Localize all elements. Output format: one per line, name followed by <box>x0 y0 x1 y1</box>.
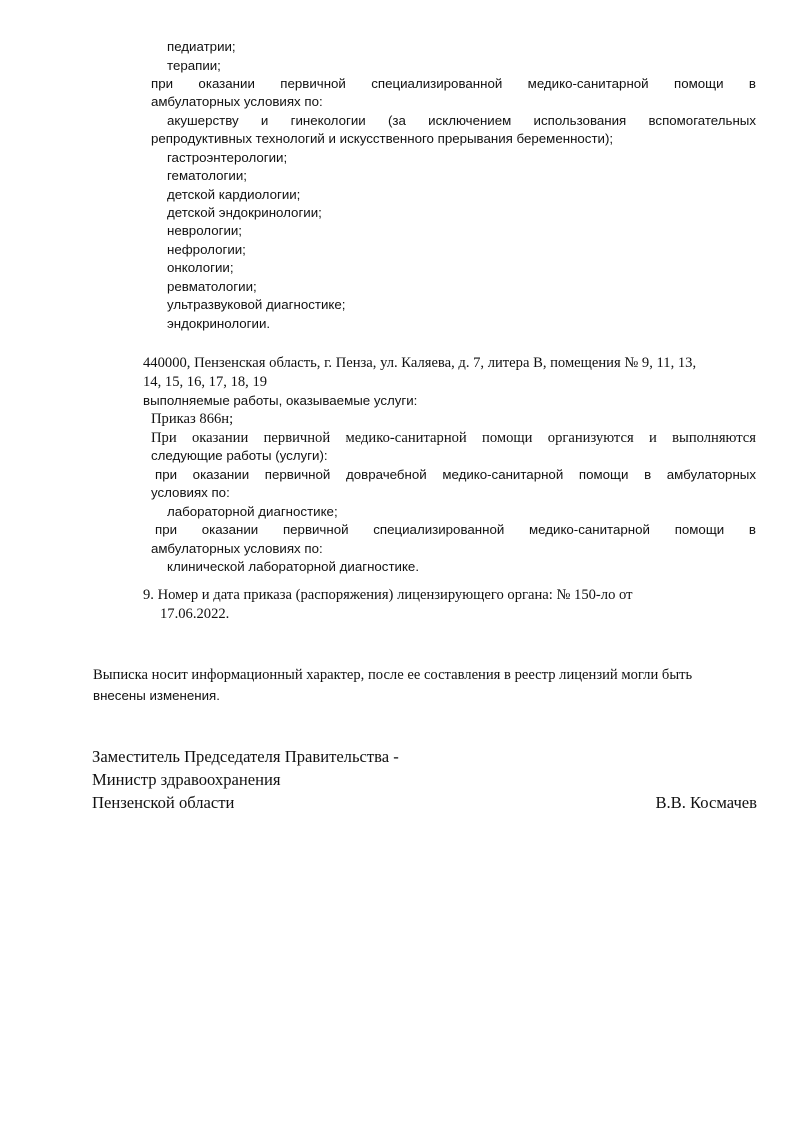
primary-care-line1: При оказании первичной медико-санитарной помощи организуются и выполняются <box>151 430 756 446</box>
specialized-line2: амбулаторных условиях по: <box>151 541 323 556</box>
signatory-position-line3: Пензенской области <box>92 793 235 812</box>
list-item-gastroenterology: гастроэнтерологии; <box>167 150 288 165</box>
obstetrics-line1: акушерству и гинекологии (за исключением использования вспомогательных <box>167 113 756 128</box>
order-number: Приказ 866н; <box>151 411 234 427</box>
list-item-pediatric-cardiology: детской кардиологии; <box>167 187 301 202</box>
address-line2: 14, 15, 16, 17, 18, 19 <box>143 374 268 390</box>
signatory-position-line2: Министр здравоохранения <box>92 770 281 789</box>
list-item-pediatrics: педиатрии; <box>167 39 236 54</box>
address-line1: 440000, Пензенская область, г. Пенза, ул. Каляева, д. 7, литера В, помещения № 9, 11, 13, <box>143 355 697 371</box>
section-9-date: 17.06.2022. <box>160 606 230 622</box>
works-label: выполняемые работы, оказываемые услуги: <box>143 393 418 408</box>
disclaimer-line2: внесены изменения. <box>93 688 220 703</box>
list-item-therapy: терапии; <box>167 58 221 73</box>
section-9-line1: 9. Номер и дата приказа (распоряжения) лицензирующего органа: № 150-ло от <box>143 587 633 603</box>
obstetrics-line2: репродуктивных технологий и искусственного прерывания беременности); <box>151 131 614 146</box>
list-item-hematology: гематологии; <box>167 168 247 183</box>
list-item-lab-diagnostics: лабораторной диагностике; <box>167 504 338 519</box>
specialized-line1: при оказании первичной специализированной медико-санитарной помощи в <box>155 522 756 537</box>
signatory-position-line1: Заместитель Председателя Правительства - <box>92 747 399 766</box>
specialized-intro-line2: амбулаторных условиях по: <box>151 94 323 109</box>
prehospital-line1: при оказании первичной доврачебной медико-санитарной помощи в амбулаторных <box>155 467 756 482</box>
list-item-neurology: неврологии; <box>167 223 243 238</box>
list-item-clinical-lab-diagnostics: клинической лабораторной диагностике. <box>167 559 420 574</box>
list-item-pediatric-endocrinology: детской эндокринологии; <box>167 205 322 220</box>
signatory-name: В.В. Космачев <box>655 793 757 812</box>
list-item-oncology: онкологии; <box>167 260 234 275</box>
specialized-intro-line1: при оказании первичной специализированной медико-санитарной помощи в <box>151 76 756 91</box>
prehospital-line2: условиях по: <box>151 485 230 500</box>
primary-care-line2: следующие работы (услуги): <box>151 448 328 463</box>
disclaimer-line1: Выписка носит информационный характер, после ее составления в реестр лицензий могли быть <box>93 667 693 683</box>
list-item-nephrology: нефрологии; <box>167 242 246 257</box>
list-item-ultrasound: ультразвуковой диагностике; <box>167 297 346 312</box>
list-item-endocrinology: эндокринологии. <box>167 316 271 331</box>
list-item-rheumatology: ревматологии; <box>167 279 257 294</box>
